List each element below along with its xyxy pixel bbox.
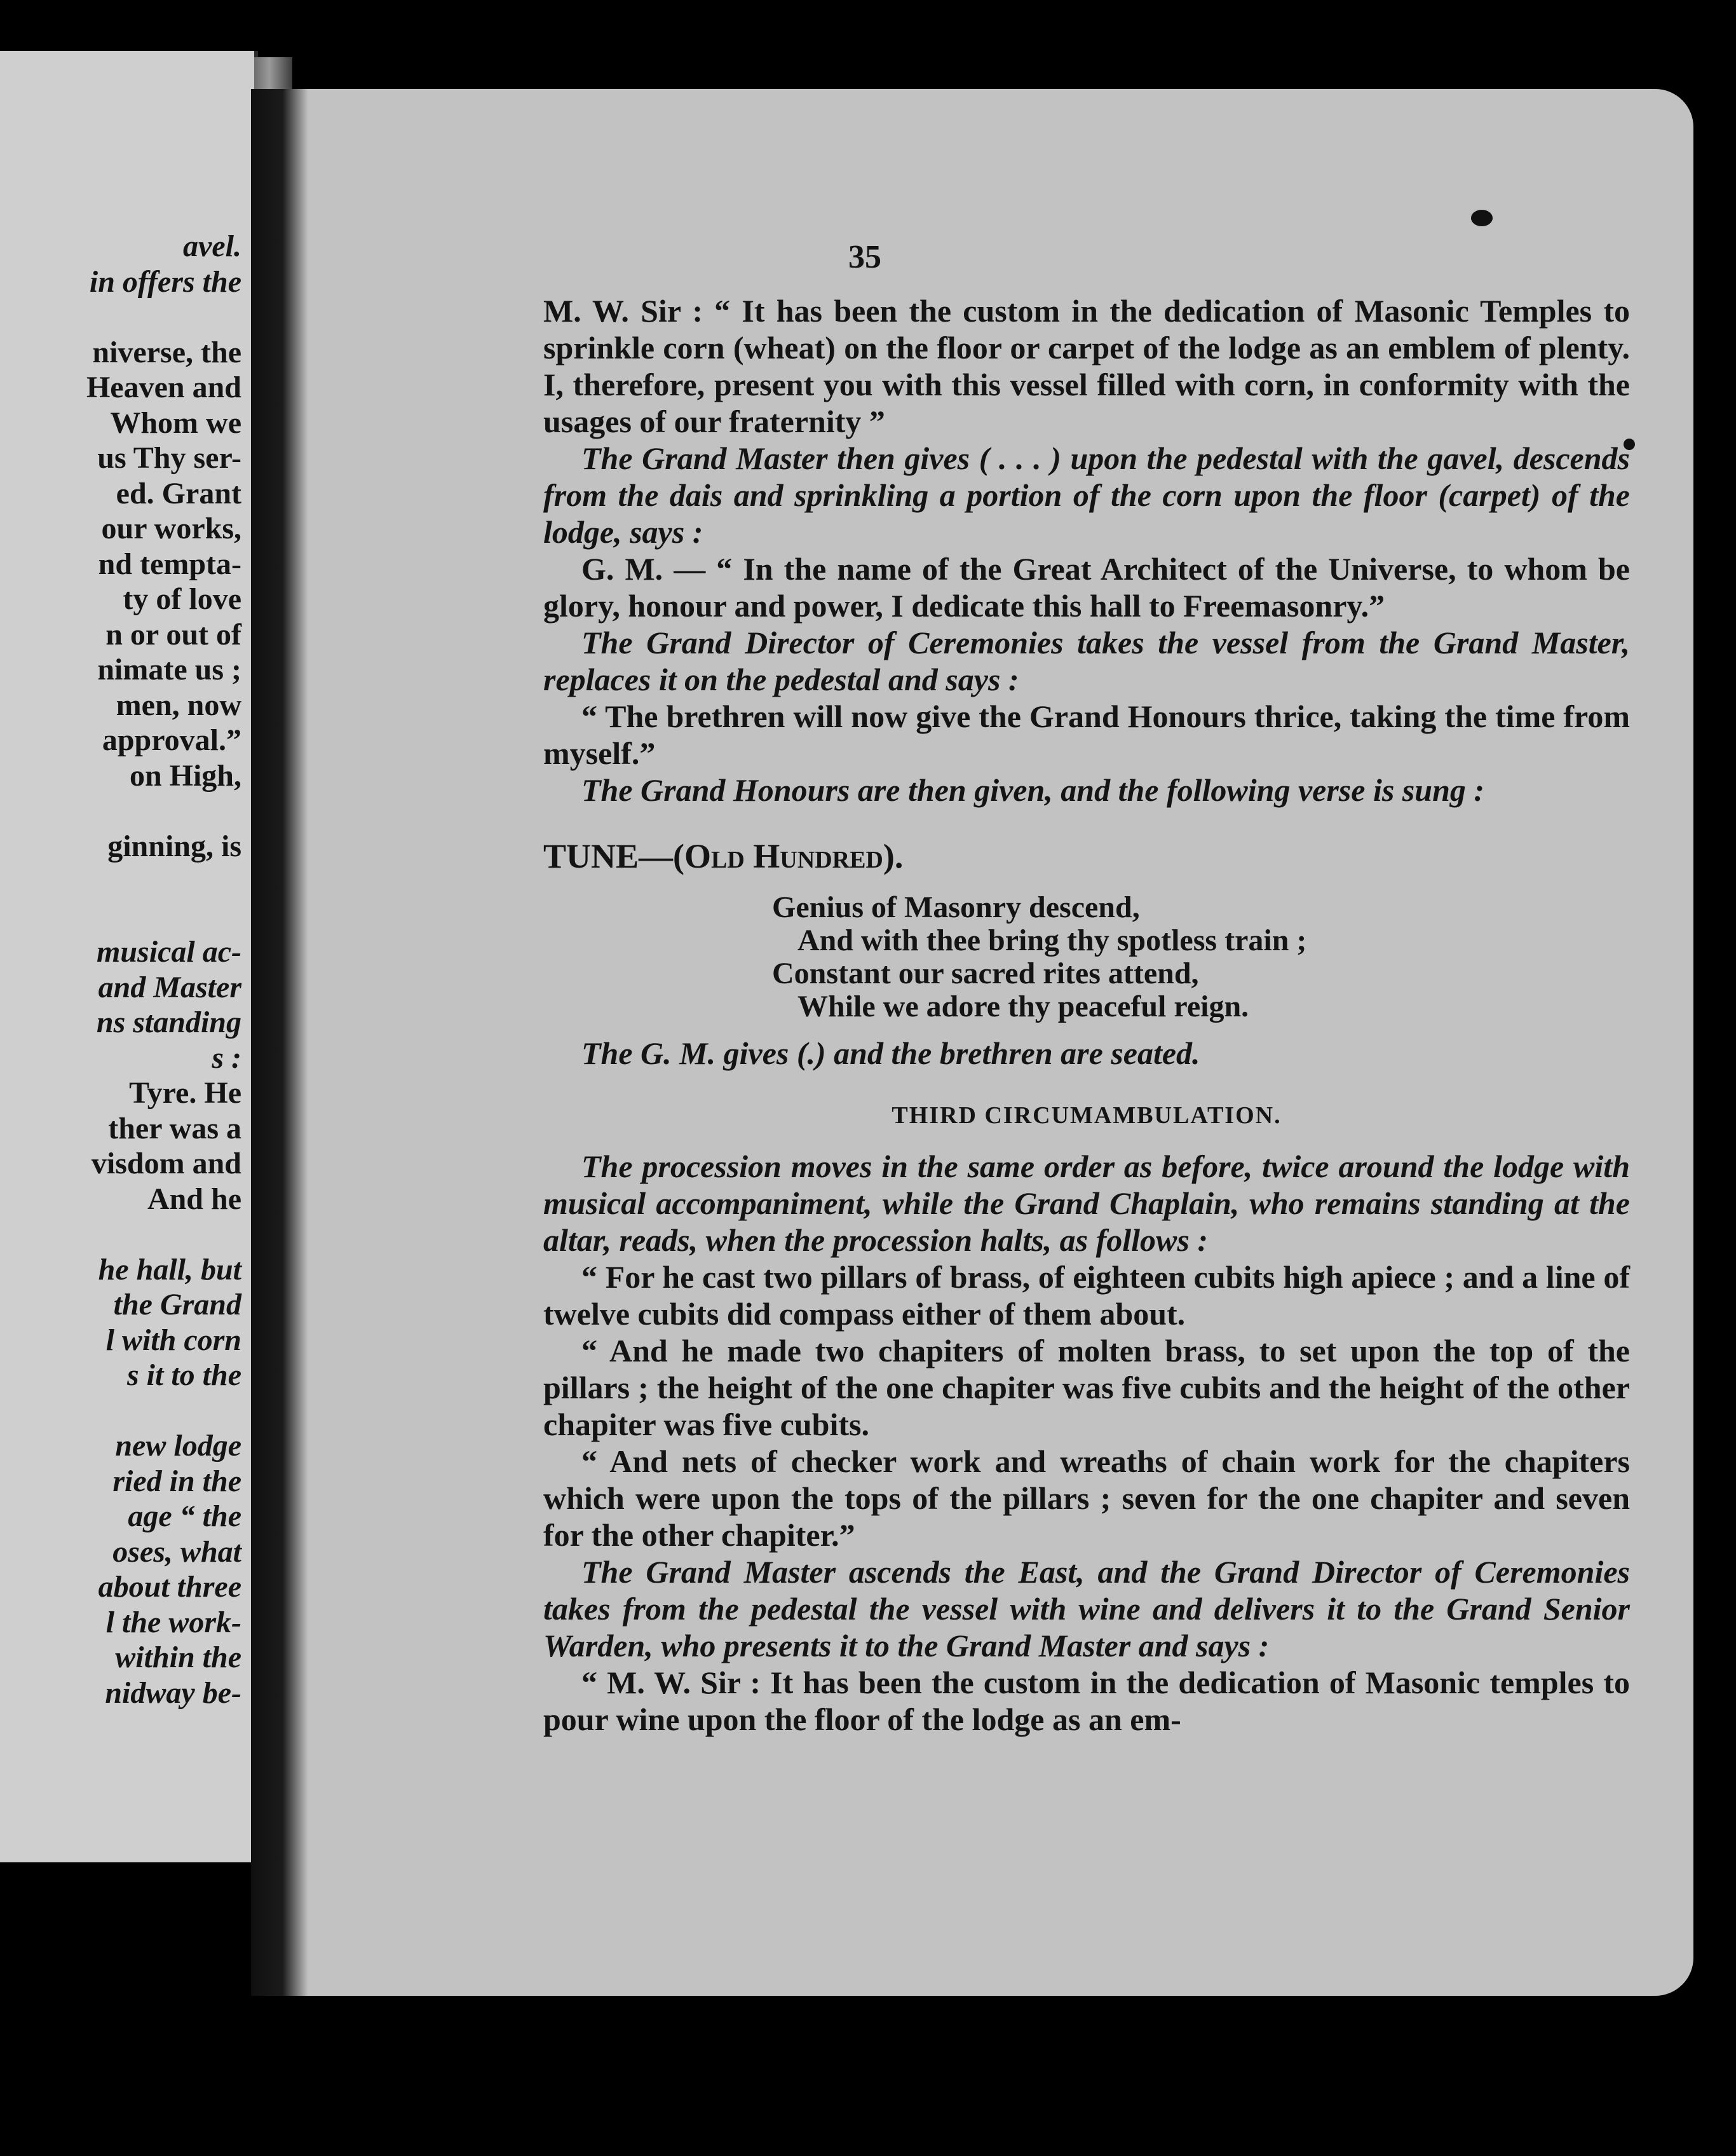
paragraph-scripture: “ And he made two chapiters of molten brass, to set upon the top of the pillars ; the height of the one chapiter was five cubits and the height of the other chapiter was five cubits. [543,1333,1630,1442]
previous-page-line: on High, [129,758,241,793]
paragraph-instruction: The Grand Honours are then given, and the following verse is sung : [581,772,1485,808]
previous-page-line: he hall, but [98,1252,241,1286]
previous-page-line: men, now [116,688,241,722]
previous-page-line: our works, [101,512,241,545]
paragraph-instruction: The procession moves in the same order as before, twice around the lodge with musical accompaniment, while the Grand Chaplain, who remains standing at the altar, reads, when the procession halts, as follows : [543,1149,1630,1258]
previous-page-line: visdom and [91,1147,241,1180]
previous-page-line: ty of love [123,582,241,616]
previous-page-line: l the work- [105,1605,241,1639]
previous-page-line: oses, what [112,1534,241,1569]
previous-page-line: and Master [98,970,241,1004]
previous-page-line: nidway be- [105,1675,241,1710]
paragraph-speech: “ The brethren will now give the Grand Honours thrice, taking the time from myself.” [543,699,1630,771]
previous-page-line: ginning, is [107,829,241,863]
previous-page-line: ns standing [96,1006,241,1039]
previous-page-line: approval.” [102,723,241,757]
paragraph-scripture: “ For he cast two pillars of brass, of eighteen cubits high apiece ; and a line of twelve cubits did compass either of them about. [543,1259,1630,1332]
verse-line: And with thee bring thy spotless train ; [797,924,1307,957]
previous-page-line: within the [115,1641,241,1674]
verse-line: Constant our sacred rites attend, [772,957,1199,990]
paragraph-scripture: “ And nets of checker work and wreaths of chain work for the chapiters which were upon the tops of the pillars ; seven for the one chapiter and seven for the other chapiter.” [543,1443,1630,1553]
paragraph-speech: “ M. W. Sir : It has been the custom in the dedication of Masonic temples to pour wine upon the floor of the lodge as an em- [543,1665,1630,1737]
paragraph-dedication-address: M. W. Sir : “ It has been the custom in the dedication of Masonic Temples to sprinkle corn (wheat) on the floor or carpet of the lodge as an emblem of plenty. I, therefore, present you with this vessel filled with corn, in conformity with the usages of our fraternity ” [543,293,1630,439]
paragraph-instruction: The Grand Director of Ceremonies takes the vessel from the Grand Master, replaces it on the pedestal and says : [543,625,1630,697]
spine-shadow [251,89,308,1996]
previous-page-line: new lodge [115,1429,241,1463]
previous-page-line: n or out of [105,617,241,652]
previous-page-line: ried in the [112,1464,241,1498]
previous-page-line: s : [212,1040,241,1075]
previous-page-line: And he [147,1182,241,1216]
previous-page-line: Whom we [110,406,241,440]
hymn-verse [772,891,1630,1023]
paragraph-instruction: The G. M. gives (.) and the brethren are seated. [581,1035,1200,1071]
verse-line: Genius of Masonry descend, [772,890,1140,924]
previous-page-line: age “ the [128,1499,241,1533]
previous-page-line: l with corn [105,1323,241,1357]
previous-page-line: in offers the [89,264,241,299]
previous-page-line: niverse, the [92,335,241,369]
previous-page-line: the Grand [113,1288,241,1321]
paragraph-instruction: The Grand Master then gives ( . . . ) upon the pedestal with the gavel, descends from the dais and sprinkling a portion of the corn upon the floor (carpet) of the lodge, says : [543,440,1630,550]
paragraph-gm-dedication: G. M. — “ In the name of the Great Architect of the Universe, to whom be glory, honour and power, I dedicate this hall to Freemasonry.” [543,551,1630,624]
page-body [543,292,1630,1738]
tune-name: (Old Hundred). [673,837,904,875]
book-page [251,89,1693,1996]
previous-page-line: s it to the [126,1358,241,1392]
previous-page-line: Tyre. He [129,1076,241,1110]
previous-page-line: musical ac- [97,935,241,969]
previous-page-line: ed. Grant [116,476,241,510]
previous-page [0,51,258,1862]
previous-page-line: Heaven and [86,371,241,404]
previous-page-line: about three [98,1570,241,1604]
previous-page-line: ther was a [108,1111,241,1145]
previous-page-line: nimate us ; [97,653,241,686]
previous-page-line: avel. [183,229,241,263]
tune-label: TUNE— [543,837,674,875]
tune-heading [543,838,1630,875]
paragraph-instruction: The Grand Master ascends the East, and the Grand Director of Ceremonies takes from the pedestal the vessel with wine and delivers it to the Grand Senior Warden, who presents it to the Grand Master and says : [543,1554,1630,1663]
previous-page-line: us Thy ser- [97,441,241,475]
verse-line: While we adore thy peaceful reign. [797,990,1249,1023]
ink-speck [1471,210,1493,226]
previous-page-line: nd tempta- [98,547,241,581]
page-number: 35 [848,239,881,275]
section-heading: THIRD CIRCUMAMBULATION. [892,1102,1282,1129]
